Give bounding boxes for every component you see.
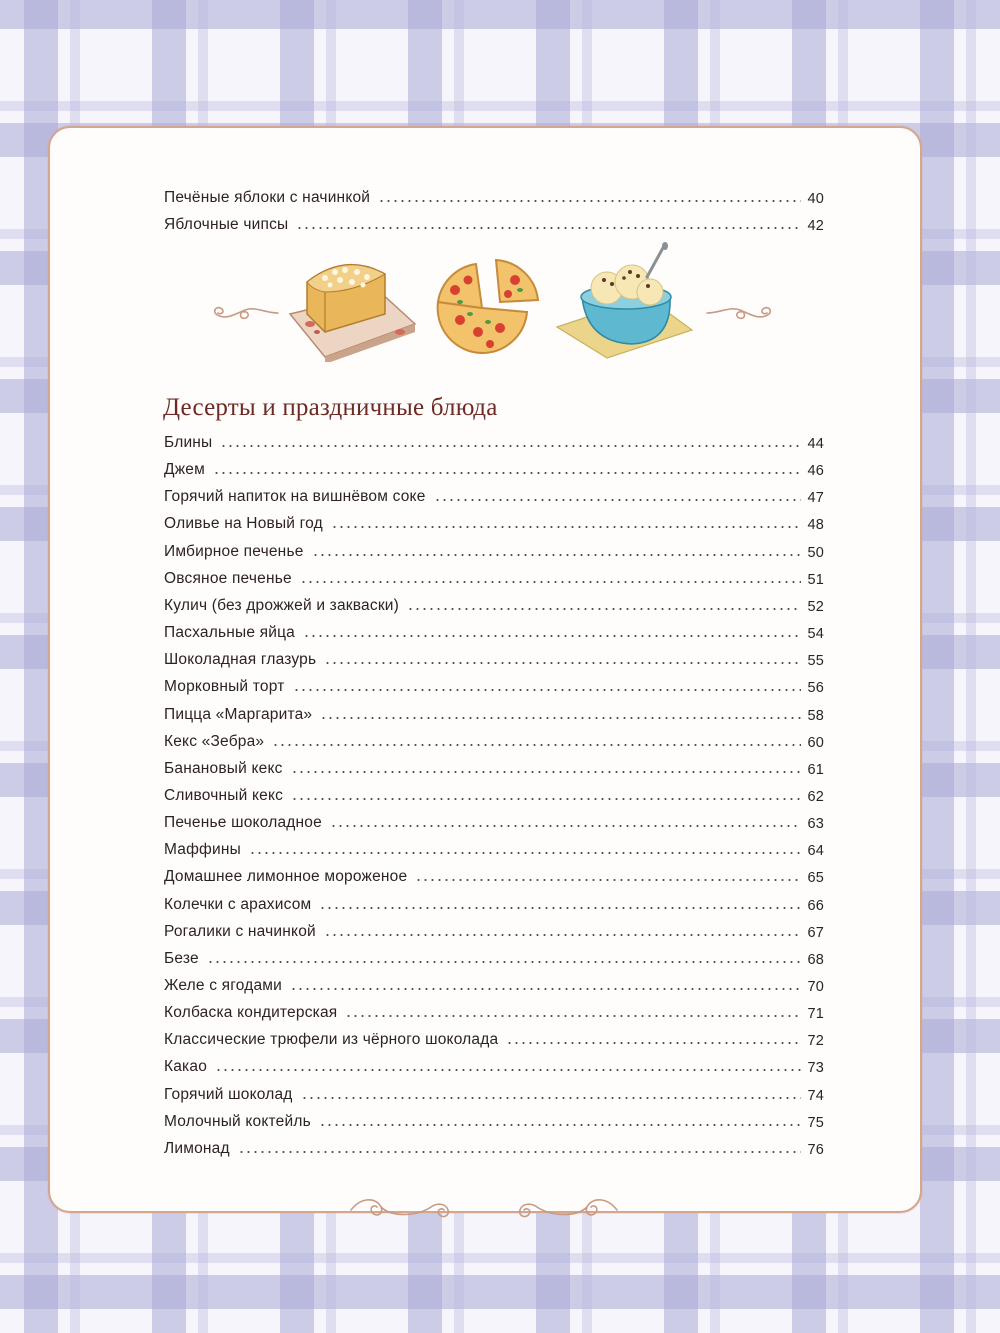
toc-entry[interactable] <box>164 212 824 234</box>
toc-entry[interactable] <box>164 593 824 615</box>
toc-entry[interactable] <box>164 864 824 886</box>
toc-entry[interactable] <box>164 1027 824 1049</box>
toc-leader-dots <box>407 608 801 610</box>
toc-entry-page: 74 <box>807 1087 824 1104</box>
toc-leader-dots <box>293 689 802 691</box>
toc-entry-page: 50 <box>807 544 824 561</box>
toc-entry-page: 51 <box>807 571 824 588</box>
toc-entry-title: Какао <box>164 1058 208 1076</box>
toc-entry-title: Печенье шоколадное <box>164 814 322 832</box>
toc-entry-page: 47 <box>807 490 824 507</box>
toc-entry[interactable] <box>164 1082 824 1104</box>
toc-leader-dots <box>291 771 802 773</box>
toc-entry[interactable] <box>164 647 824 669</box>
toc-entry-title: Пасхальные яйца <box>164 624 296 642</box>
toc-entry[interactable] <box>164 484 824 506</box>
toc-entry-title: Классические трюфели из чёрного шоколада <box>164 1031 499 1049</box>
toc-entry-page: 73 <box>807 1060 824 1077</box>
toc-entry[interactable] <box>164 620 824 642</box>
toc-leader-dots <box>207 961 802 963</box>
toc-entry-title: Блины <box>164 434 213 451</box>
toc-leader-dots <box>506 1042 801 1044</box>
toc-entry-page: 62 <box>807 788 824 805</box>
toc-entry-title: Оливье на Новый год <box>164 515 323 533</box>
toc-entry-title: Горячий шоколад <box>164 1085 293 1103</box>
toc-entry-title: Морковный торт <box>164 678 285 696</box>
toc-leader-dots <box>331 526 802 528</box>
pizza-illustration <box>430 250 545 360</box>
toc-leader-dots <box>324 662 801 664</box>
toc-leader-dots <box>300 581 802 583</box>
toc-leader-dots <box>291 798 801 800</box>
toc-leader-dots <box>249 852 801 854</box>
toc-leader-dots <box>434 499 802 501</box>
toc-entry-title: Кекс «Зебра» <box>164 732 265 750</box>
bottom-left-flourish-icon <box>346 1192 456 1226</box>
toc-leader-dots <box>330 825 802 827</box>
toc-leader-dots <box>220 445 801 447</box>
toc-entry-page: 76 <box>807 1141 824 1158</box>
toc-leader-dots <box>324 934 802 936</box>
toc-entry-title: Овсяное печенье <box>164 569 292 587</box>
toc-entry-title: Печёные яблоки с начинкой <box>164 189 371 206</box>
toc-entry[interactable] <box>164 539 824 561</box>
toc-leader-dots <box>378 200 801 202</box>
toc-entry-title: Шоколадная глазурь <box>164 651 317 669</box>
toc-leader-dots <box>345 1015 801 1017</box>
toc-leader-dots <box>320 717 801 719</box>
toc-entry-page: 60 <box>807 734 824 751</box>
toc-leader-dots <box>213 472 802 474</box>
toc-entry[interactable] <box>164 185 824 207</box>
toc-entry-page: 48 <box>807 517 824 534</box>
toc-entry[interactable] <box>164 919 824 941</box>
toc-entry[interactable] <box>164 837 824 859</box>
toc-entry[interactable] <box>164 946 824 968</box>
toc-leader-dots <box>319 907 801 909</box>
toc-entry-page: 54 <box>807 626 824 643</box>
toc-entry-title: Безе <box>164 949 199 967</box>
toc-entry[interactable] <box>164 457 824 479</box>
toc-entry-page: 65 <box>807 870 824 887</box>
toc-entry-page: 40 <box>807 191 824 207</box>
toc-entry[interactable] <box>164 973 824 995</box>
toc-entry-page: 66 <box>807 897 824 914</box>
section-heading: Десерты и праздничные блюда <box>163 394 498 421</box>
toc-entry-title: Сливочный кекс <box>164 786 284 804</box>
toc-entry[interactable] <box>164 810 824 832</box>
toc-entry[interactable] <box>164 1054 824 1076</box>
toc-entry-title: Яблочные чипсы <box>164 216 289 233</box>
toc-entry[interactable] <box>164 566 824 588</box>
toc-entry[interactable] <box>164 729 824 751</box>
toc-entry[interactable] <box>164 1000 824 1022</box>
right-flourish-icon <box>705 298 775 328</box>
toc-entry-page: 56 <box>807 680 824 697</box>
toc-entry-title: Рогалики с начинкой <box>164 922 316 940</box>
toc-entry-page: 58 <box>807 707 824 724</box>
toc-entry[interactable] <box>164 511 824 533</box>
toc-entry-title: Маффины <box>164 841 241 859</box>
toc-entry-page: 70 <box>807 979 824 995</box>
toc-entry-page: 68 <box>807 951 824 968</box>
toc-entry-page: 71 <box>807 1006 824 1023</box>
toc-entry[interactable] <box>164 430 824 452</box>
toc-leader-dots <box>312 554 802 556</box>
toc-entry[interactable] <box>164 1109 824 1131</box>
toc-leader-dots <box>415 879 801 881</box>
toc-entry-page: 44 <box>807 436 824 452</box>
toc-entry-page: 46 <box>807 463 824 480</box>
toc-entry-page: 75 <box>807 1114 824 1131</box>
toc-entry-page: 67 <box>807 924 824 941</box>
toc-entry[interactable] <box>164 892 824 914</box>
toc-entry-title: Лимонад <box>164 1139 230 1157</box>
toc-entry-title: Джем <box>164 461 205 479</box>
toc-leader-dots <box>319 1124 802 1126</box>
left-flourish-icon <box>210 298 280 328</box>
toc-leader-dots <box>290 988 801 990</box>
toc-entry-title: Банановый кекс <box>164 759 283 777</box>
toc-entry-title: Колбаска кондитерская <box>164 1004 338 1022</box>
toc-entry-title: Колечки с арахисом <box>164 895 312 913</box>
toc-entry-page: 42 <box>807 218 824 234</box>
toc-entry-page: 52 <box>807 598 824 615</box>
toc-entry-title: Молочный коктейль <box>164 1112 311 1130</box>
toc-entry-page: 64 <box>807 843 824 860</box>
toc-leader-dots <box>303 635 801 637</box>
toc-entry[interactable] <box>164 756 824 778</box>
toc-leader-dots <box>296 227 801 229</box>
ice-cream-illustration <box>552 242 697 360</box>
toc-entry-page: 61 <box>807 761 824 778</box>
toc-entry-page: 72 <box>807 1033 824 1050</box>
toc-entry-title: Пицца «Маргарита» <box>164 705 313 723</box>
toc-entry-title: Желе с ягодами <box>164 977 283 994</box>
toc-entry[interactable] <box>164 674 824 696</box>
toc-entry-page: 63 <box>807 816 824 833</box>
toc-entry-page: 55 <box>807 653 824 670</box>
toc-entry-title: Горячий напиток на вишнёвом соке <box>164 488 426 506</box>
toc-entry-title: Кулич (без дрожжей и закваски) <box>164 596 400 614</box>
toc-leader-dots <box>301 1097 802 1099</box>
toc-leader-dots <box>215 1069 801 1071</box>
toc-entry[interactable] <box>164 702 824 724</box>
toc-leader-dots <box>272 744 801 746</box>
toc-entry[interactable] <box>164 783 824 805</box>
toc-entry-title: Имбирное печенье <box>164 542 304 560</box>
cake-illustration <box>285 252 420 362</box>
toc-leader-dots <box>238 1151 802 1153</box>
toc-entry[interactable] <box>164 1136 824 1158</box>
toc-entry-title: Домашнее лимонное мороженое <box>164 868 408 886</box>
bottom-right-flourish-icon <box>512 1192 622 1226</box>
